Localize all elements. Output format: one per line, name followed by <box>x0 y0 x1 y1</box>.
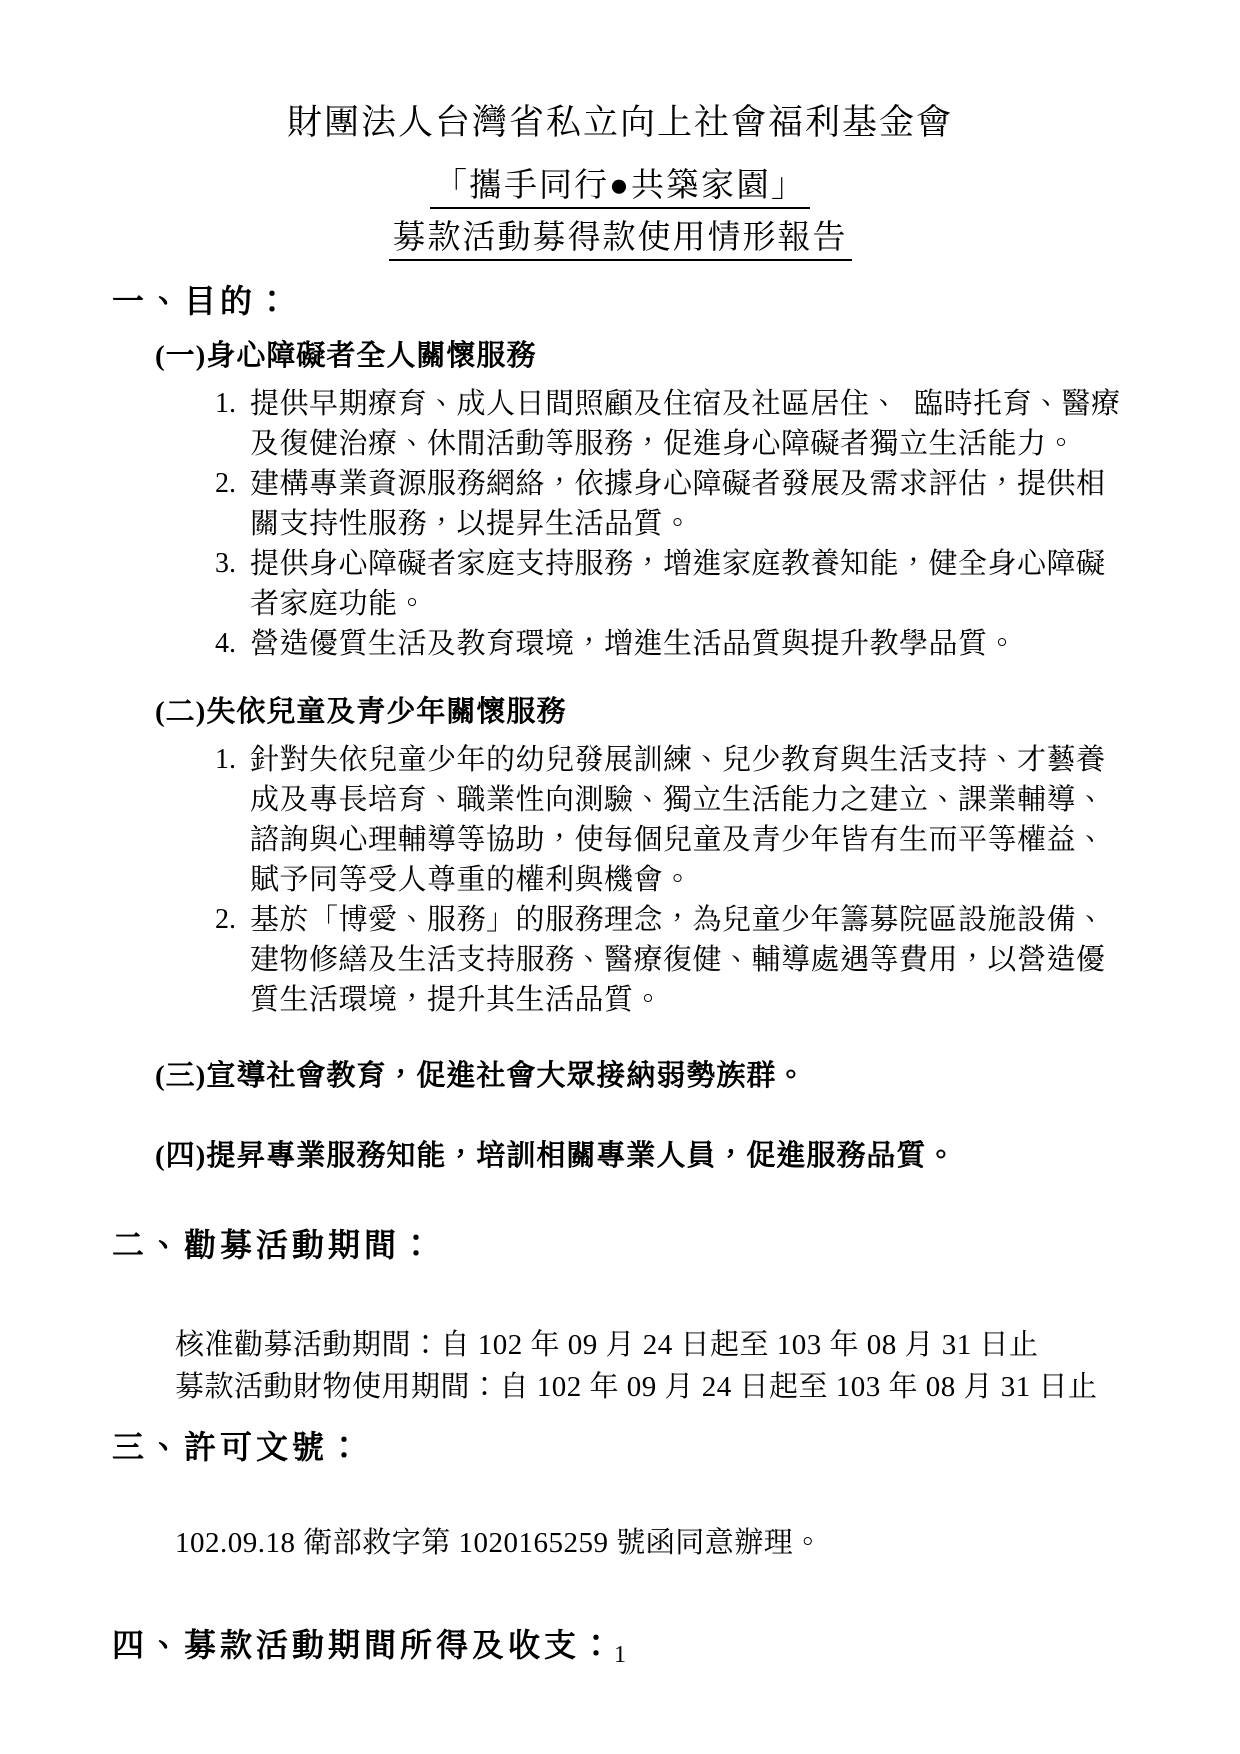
list-item <box>215 900 1240 1020</box>
list-item-text: 建構專業資源服務網絡，依據身心障礙者發展及需求評估，提供相 關支持性服務，以提昇生活品質。 <box>250 468 1106 540</box>
subsection-title-professional-training: (四)提昇專業服務知能，培訓相關專業人員，促進服務品質。 <box>155 1140 957 1172</box>
list-item-number: 4. <box>215 628 236 659</box>
list-item-number: 1. <box>215 388 236 419</box>
list-item <box>215 464 1240 544</box>
list-item-text: 提供身心障礙者家庭支持服務，增進家庭教養知能，健全身心障礙 者家庭功能。 <box>250 548 1106 620</box>
report-title-line <box>0 212 1240 264</box>
title-block <box>0 0 1240 264</box>
approved-period-line: 核准勸募活動期間：自 102 年 09 月 24 日起至 103 年 08 月 31 日止 <box>175 1329 1039 1361</box>
list-item <box>215 740 1240 900</box>
list-item-number: 2. <box>215 904 236 935</box>
list-item-number: 2. <box>215 468 236 499</box>
list-item <box>215 624 1240 664</box>
list-item-text: 針對失依兒童少年的幼兒發展訓練、兒少教育與生活支持、才藝養 成及專長培育、職業性向測驗、獨立生活能力之建立、課業輔導、 諮詢與心理輔導等協助，使每個兒童及青少年皆有生而平等權益、 賦予同等受人尊重的權利與機會。 <box>250 744 1106 896</box>
organization-name: 財團法人台灣省私立向上社會福利基金會 <box>286 103 953 142</box>
subsection-title-orphan-services: (二)失依兒童及青少年關懷服務 <box>155 696 567 728</box>
list-item-text: 營造優質生活及教育環境，增進生活品質與提升教學品質。 <box>250 628 1018 660</box>
list-item <box>215 384 1240 464</box>
subsection-title-social-education: (三)宣導社會教育，促進社會大眾接納弱勢族群。 <box>155 1060 807 1092</box>
section-heading-income-expense: 四、募款活動期間所得及收支： <box>112 1627 617 1663</box>
list-item-text: 提供早期療育、成人日間照顧及住宿及社區居住、 臨時托育、醫療 及復健治療、休閒活動等服務，促進身心障礙者獨立生活能力。 <box>250 388 1121 460</box>
campaign-name-line <box>0 160 1240 212</box>
list-item-number: 3. <box>215 548 236 579</box>
campaign-name: 「攜手同行●共築家園」 <box>430 168 810 209</box>
permit-document-number: 102.09.18 衛部救字第 1020165259 號函同意辦理。 <box>175 1527 823 1559</box>
list-item-number: 1. <box>215 744 236 775</box>
section-heading-campaign-period: 二、勸募活動期間： <box>112 1227 437 1263</box>
disability-services-list <box>215 384 1240 664</box>
orphan-services-list <box>215 740 1240 1020</box>
list-item-text: 基於「博愛、服務」的服務理念，為兒童少年籌募院區設施設備、 建物修繕及生活支持服務、醫療復健、輔導處遇等費用，以營造優 質生活環境，提升其生活品質。 <box>250 904 1106 1016</box>
section-heading-purpose: 一、目的： <box>112 283 293 319</box>
report-title: 募款活動募得款使用情形報告 <box>389 220 852 261</box>
section-heading-permit: 三、許可文號： <box>112 1429 365 1465</box>
usage-period-line: 募款活動財物使用期間：自 102 年 09 月 24 日起至 103 年 08 月 31 日止 <box>175 1371 1098 1403</box>
list-item <box>215 544 1240 624</box>
subsection-title-disability-services: (一)身心障礙者全人關懷服務 <box>155 340 537 372</box>
page-number: 1 <box>614 1642 626 1668</box>
